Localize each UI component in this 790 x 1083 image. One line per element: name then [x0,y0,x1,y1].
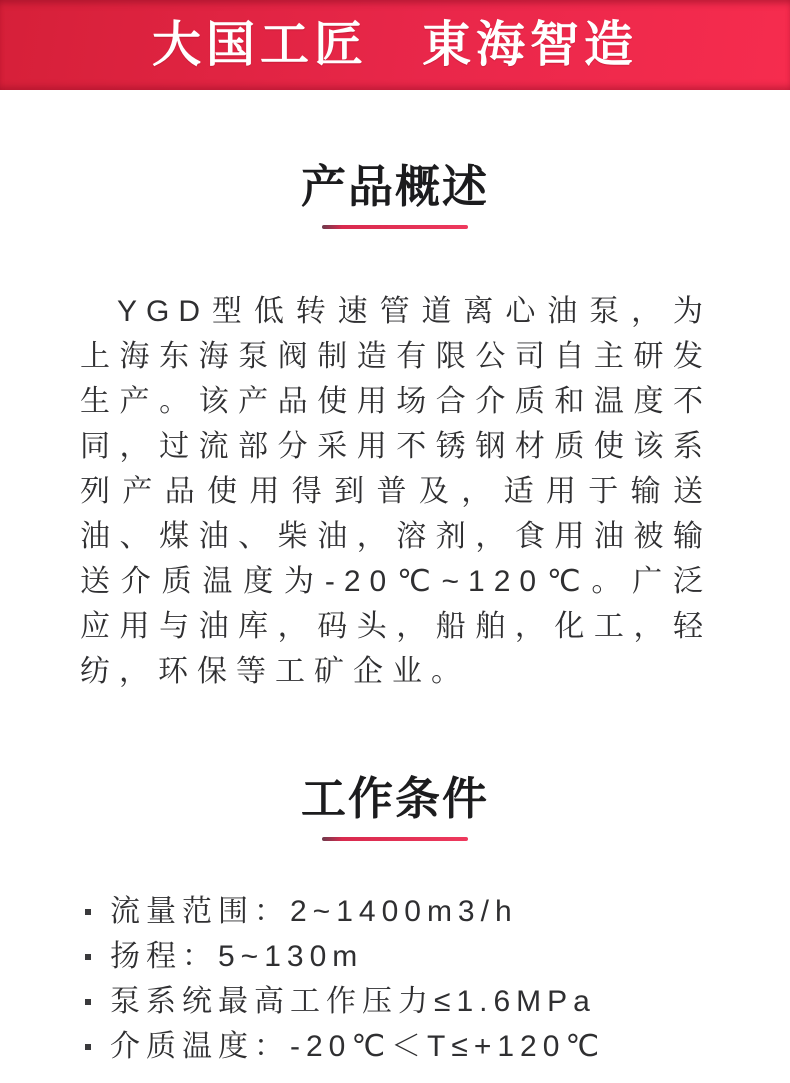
brand-banner [0,0,790,90]
spec-item-medium-temperature [80,1024,790,1069]
spec-item-flow-range [80,889,790,934]
spec-item-text: 流量范围：2~1400m3/h [110,895,518,928]
section-product-overview [0,161,790,694]
overview-title-underline [322,225,468,229]
spec-item-max-pressure [80,979,790,1024]
overview-paragraph: YGD型低转速管道离心油泵，为上海东海泵阀制造有限公司自主研发生产。该产品使用场合介质和温度不同，过流部分采用不锈钢材质使该系列产品使用得到普及，适用于输送油、煤油、柴油，溶剂，食用油被输送介质温度为-20℃~120℃。广泛应用与油库，码头，船舶，化工，轻纺，环保等工矿企业。 [80,295,712,688]
bullet-dot-icon [85,909,91,915]
conditions-section-title: 工作条件 [300,773,489,824]
bullet-dot-icon [85,999,91,1005]
spec-item-text: 扬程：5~130m [110,940,364,973]
section-working-conditions [0,773,790,1069]
conditions-title-underline [322,837,468,841]
bullet-dot-icon [85,1044,91,1050]
brand-banner-title: 大国工匠 東海智造 [151,17,638,72]
spec-item-text: 介质温度：-20℃＜T≤+120℃ [110,1030,606,1063]
bullet-dot-icon [85,954,91,960]
spec-list [80,889,790,1069]
spec-item-head [80,934,790,979]
overview-section-title: 产品概述 [300,161,489,212]
spec-item-text: 泵系统最高工作压力≤1.6MPa [110,985,596,1018]
product-detail-content [0,161,790,1069]
